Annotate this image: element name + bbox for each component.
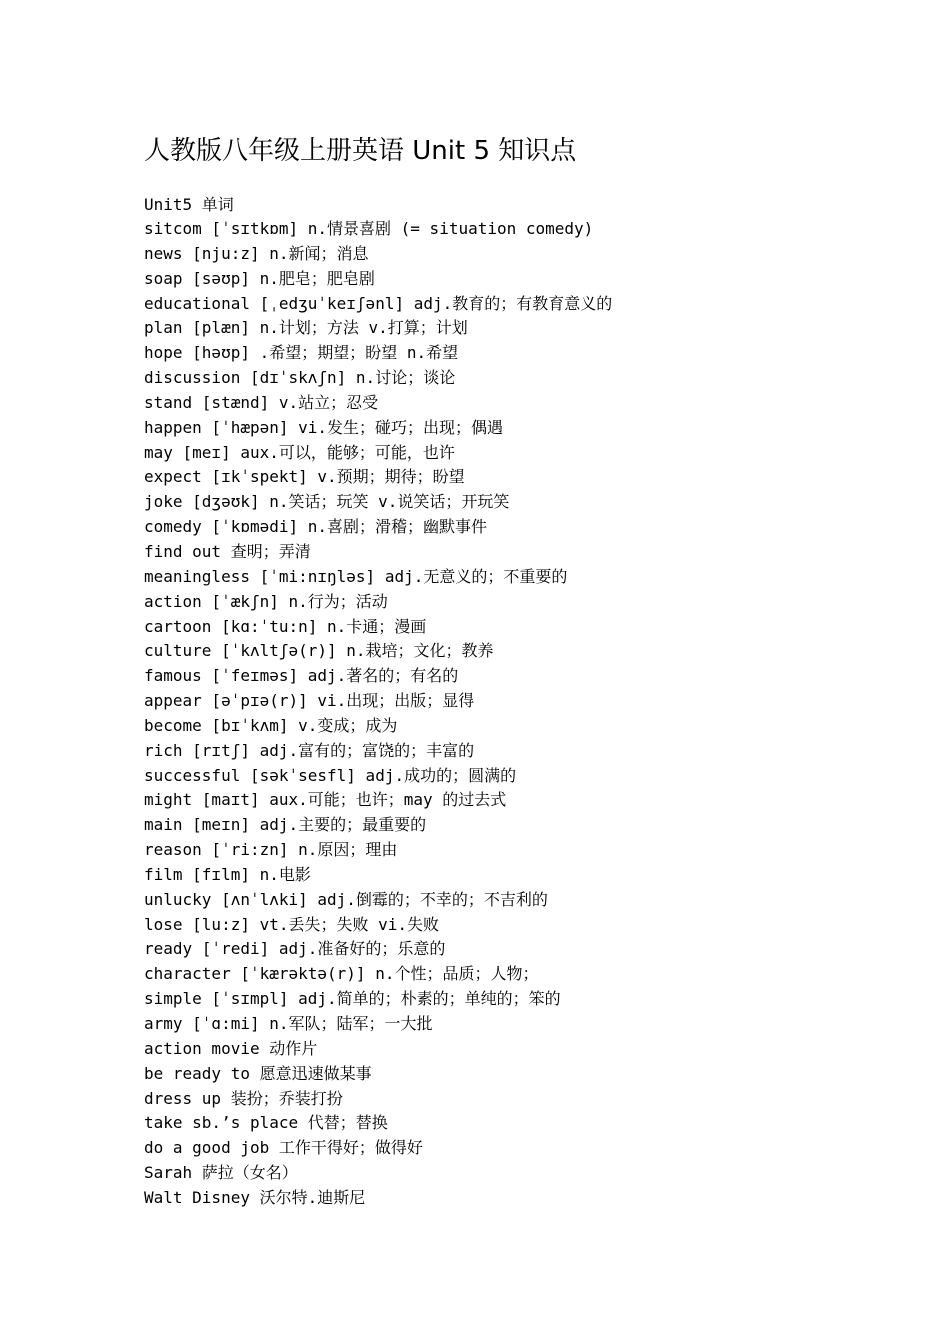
- vocab-entry: [144, 1087, 612, 1112]
- vocab-entry-text: lose [lu:z] vt.丢失；失败 vi.失败: [144, 914, 440, 934]
- vocab-entry-text: unlucky [ʌnˈlʌki] adj.倒霉的；不幸的；不吉利的: [144, 889, 548, 909]
- vocab-entry-text: Sarah 萨拉（女名）: [144, 1163, 298, 1183]
- vocab-entry: [144, 1062, 612, 1087]
- vocab-entry: [144, 615, 612, 640]
- vocab-entry: [144, 962, 612, 987]
- vocab-entry-text: appear [əˈpɪə(r)] vi.出现；出版；显得: [144, 691, 475, 711]
- vocab-entry-text: dress up 装扮；乔装打扮: [144, 1088, 343, 1108]
- vocab-entry-text: comedy [ˈkɒmədi] n.喜剧；滑稽；幽默事件: [144, 517, 488, 537]
- vocab-entry-text: army [ˈɑ:mi] n.军队；陆军；一大批: [144, 1014, 433, 1033]
- vocab-entry-text: sitcom [ˈsɪtkɒm] n.情景喜剧 (= situation comedy): [144, 219, 594, 238]
- vocab-entry-text: main [meɪn] adj.主要的；最重要的: [144, 815, 427, 835]
- vocab-entry-text: famous [ˈfeɪməs] adj.著名的；有名的: [144, 666, 459, 686]
- vocab-entry: [144, 1161, 612, 1186]
- vocab-entry-text: ready [ˈredi] adj.准备好的；乐意的: [144, 939, 446, 959]
- vocab-entry: [144, 937, 612, 962]
- vocab-entry-text: simple [ˈsɪmpl] adj.简单的；朴素的；单纯的；笨的: [144, 989, 561, 1009]
- vocab-entry-text: may [meɪ] aux.可以，能够；可能，也许: [144, 442, 455, 462]
- vocab-entry: [144, 540, 612, 565]
- vocab-entry-text: take sb.’s place 代替；替换: [144, 1113, 388, 1133]
- vocab-entry: [144, 515, 612, 540]
- vocab-entry: [144, 1186, 612, 1211]
- vocab-entry-text: action movie 动作片: [144, 1038, 318, 1058]
- vocab-entry-text: expect [ɪkˈspekt] v.预期；期待；盼望: [144, 467, 465, 487]
- vocab-entry-text: might [maɪt] aux.可能；也许；may 的过去式: [144, 790, 507, 810]
- vocab-entry-text: become [bɪˈkʌm] v.变成；成为: [144, 715, 398, 735]
- vocab-entry: [144, 292, 612, 317]
- vocab-entry: [144, 689, 612, 714]
- vocabulary-list: [144, 217, 612, 1211]
- vocab-entry: [144, 391, 612, 416]
- vocab-entry: [144, 1136, 612, 1161]
- vocab-entry-text: successful [səkˈsesfl] adj.成功的；圆满的: [144, 765, 517, 785]
- vocab-entry: [144, 764, 612, 789]
- vocab-entry: [144, 863, 612, 888]
- vocab-entry-text: character [ˈkærəktə(r)] n.个性；品质；人物；: [144, 964, 539, 984]
- vocab-entry-text: reason [ˈri:zn] n.原因；理由: [144, 840, 398, 860]
- document-title: 人教版八年级上册英语 Unit 5 知识点: [144, 136, 577, 166]
- vocab-entry: [144, 1111, 612, 1136]
- vocab-entry: [144, 267, 612, 292]
- vocab-entry: [144, 739, 612, 764]
- vocab-entry: [144, 316, 612, 341]
- vocab-entry: [144, 465, 612, 490]
- vocab-entry: [144, 341, 612, 366]
- vocab-entry: [144, 565, 612, 590]
- vocab-entry-text: meaningless [ˈmi:nɪŋləs] adj.无意义的；不重要的: [144, 566, 568, 586]
- vocab-entry-text: soap [səʊp] n.肥皂；肥皂剧: [144, 268, 375, 288]
- vocab-entry: [144, 366, 612, 391]
- vocab-entry: [144, 888, 612, 913]
- vocab-entry-text: stand [stænd] v.站立；忍受: [144, 392, 379, 412]
- vocab-entry: [144, 1012, 612, 1037]
- vocab-entry-text: discussion [dɪˈskʌʃn] n.讨论；谈论: [144, 368, 456, 388]
- vocab-entry-text: culture [ˈkʌltʃə(r)] n.栽培；文化；教养: [144, 641, 494, 661]
- vocab-entry-text: plan [plæn] n.计划；方法 v.打算；计划: [144, 318, 468, 338]
- vocab-entry-text: find out 查明；弄清: [144, 541, 311, 561]
- vocab-entry-text: do a good job 工作干得好；做得好: [144, 1138, 423, 1158]
- vocab-entry-text: happen [ˈhæpən] vi.发生；碰巧；出现；偶遇: [144, 417, 504, 437]
- vocab-entry: [144, 987, 612, 1012]
- vocab-entry: [144, 242, 612, 267]
- vocab-entry: [144, 813, 612, 838]
- vocab-entry: [144, 1037, 612, 1062]
- vocab-entry-text: film [fɪlm] n.电影: [144, 864, 311, 884]
- vocab-entry-text: action [ˈækʃn] n.行为；活动: [144, 591, 388, 611]
- vocab-entry-text: educational [ˌedʒuˈkeɪʃənl] adj.教育的；有教育意义的: [144, 293, 613, 313]
- vocab-entry-text: cartoon [kɑ:ˈtu:n] n.卡通；漫画: [144, 616, 427, 636]
- vocab-entry-text: news [nju:z] n.新闻；消息: [144, 243, 369, 263]
- section-heading: Unit5 单词: [144, 195, 234, 214]
- vocab-entry: [144, 664, 612, 689]
- vocab-entry: [144, 490, 612, 515]
- vocab-entry: [144, 788, 612, 813]
- vocab-entry: [144, 639, 612, 664]
- vocab-entry: [144, 416, 612, 441]
- vocab-entry-text: rich [rɪtʃ] adj.富有的；富饶的；丰富的: [144, 740, 475, 760]
- vocab-entry-text: Walt Disney 沃尔特.迪斯尼: [144, 1187, 366, 1207]
- vocab-entry: [144, 217, 612, 242]
- vocab-entry: [144, 913, 612, 938]
- vocab-entry: [144, 441, 612, 466]
- vocab-entry: [144, 714, 612, 739]
- vocab-entry-text: joke [dʒəʊk] n.笑话；玩笑 v.说笑话；开玩笑: [144, 492, 510, 512]
- vocab-entry-text: be ready to 愿意迅速做某事: [144, 1063, 372, 1083]
- vocab-entry: [144, 838, 612, 863]
- vocab-entry-text: hope [həʊp] .希望；期望；盼望 n.希望: [144, 343, 459, 363]
- vocab-entry: [144, 590, 612, 615]
